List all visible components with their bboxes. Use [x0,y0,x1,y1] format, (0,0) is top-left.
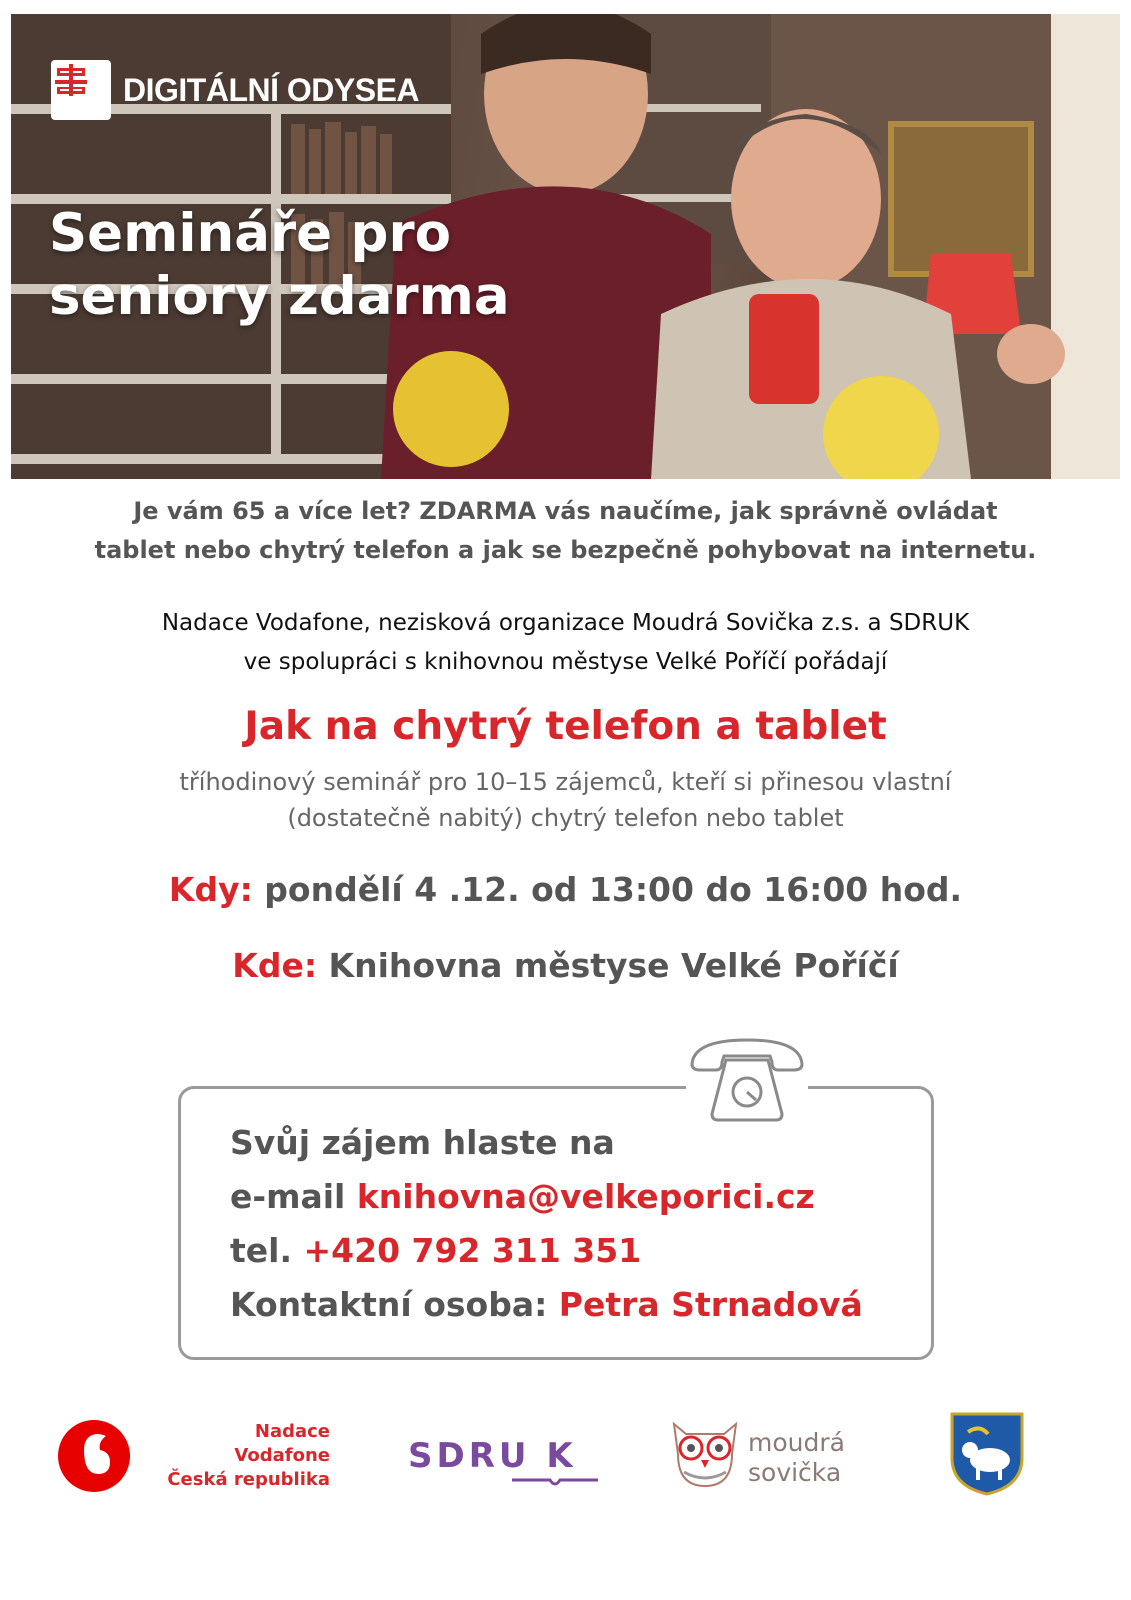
person-label: Kontaktní osoba: [230,1285,548,1324]
when-label: Kdy: [168,870,253,909]
vodafone-logo-icon [56,1418,132,1494]
hero-title-line-2: seniory zdarma [49,266,510,327]
seminar-where [0,944,1131,988]
hero-banner [11,14,1120,479]
owl-line-2: sovička [748,1458,842,1487]
telephone-icon [686,1034,808,1124]
sdruk-book-underline-icon [510,1476,600,1492]
organizers-line-1: Nadace Vodafone, nezisková organizace Moudrá Sovička z.s. a SDRUK [161,610,970,636]
seminar-description [0,764,1131,836]
vodafone-line-1: Nadace [254,1421,330,1442]
intro-line-1: Je vám 65 a více let? ZDARMA vás naučíme, jak správně ovládat [133,497,998,525]
seminar-description-line-1: tříhodinový seminář pro 10–15 zájemců, kteří si přinesou vlastní [179,768,952,796]
owl-logo-icon [666,1414,744,1490]
hero-title-line-1: Semináře pro [49,203,452,264]
intro-text [0,492,1131,570]
brand-name: DIGITÁLNÍ ODYSEA [123,71,420,108]
digitalni-odysea-logo-icon [51,60,111,120]
organizers-text [0,604,1131,682]
where-value: Knihovna městyse Velké Poříčí [328,946,899,985]
contact-email-row [230,1170,863,1224]
organizers-line-2: ve spolupráci s knihovnou městyse Velké Poříčí pořádají [243,649,888,675]
phone-number[interactable]: +420 792 311 351 [303,1231,642,1270]
contact-details [230,1116,863,1332]
seminar-title: Jak na chytrý telefon a tablet [244,704,887,749]
vodafone-foundation-name [150,1420,330,1492]
velke-porici-coat-of-arms-icon [948,1410,1026,1496]
brand-logo [51,60,419,120]
when-value: pondělí 4 .12. od 13:00 do 16:00 hod. [264,870,963,909]
seminar-when [0,868,1131,912]
contact-phone-row [230,1224,863,1278]
intro-line-2: tablet nebo chytrý telefon a jak se bezpečně pohybovat na internetu. [94,536,1037,564]
email-link[interactable]: knihovna@velkeporici.cz [356,1177,815,1216]
hero-title [49,202,510,328]
email-label: e-mail [230,1177,346,1216]
owl-line-1: moudrá [748,1428,845,1457]
phone-label: tel. [230,1231,293,1270]
person-name: Petra Strnadová [558,1285,863,1324]
moudra-sovicka-name [748,1428,845,1488]
vodafone-line-2: Vodafone [234,1445,330,1466]
seminar-description-line-2: (dostatečně nabitý) chytrý telefon nebo tablet [287,804,844,832]
vodafone-line-3: Česká republika [167,1469,330,1490]
contact-person-row [230,1278,863,1332]
contact-intro: Svůj zájem hlaste na [230,1123,615,1162]
where-label: Kde: [232,946,318,985]
sdruk-logo: SDRU K [408,1436,577,1476]
